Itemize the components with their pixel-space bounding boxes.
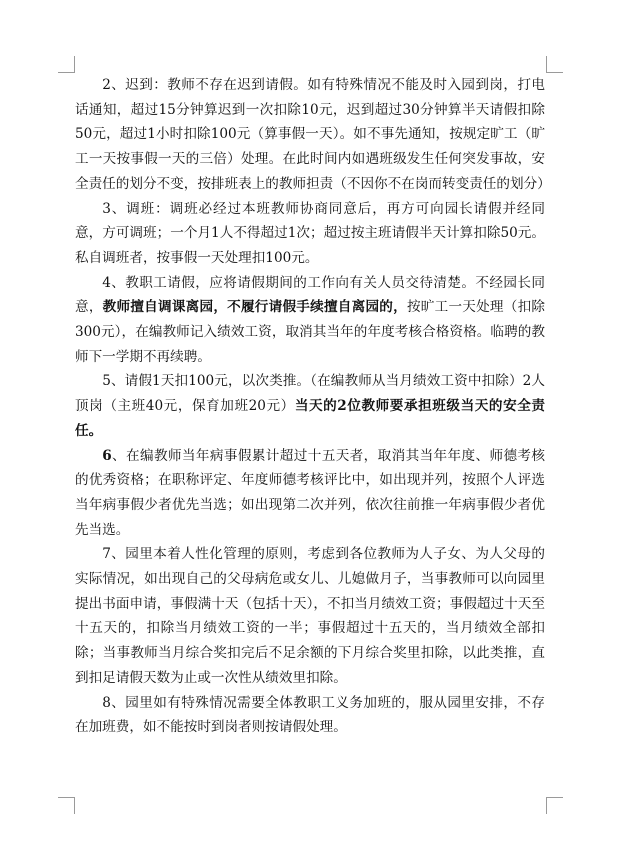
paragraph-leave-request bbox=[75, 271, 545, 370]
margin-mark-bottom-right bbox=[546, 797, 563, 814]
document-body bbox=[75, 73, 551, 740]
margin-mark-top-left bbox=[58, 56, 75, 73]
paragraph-text: 3、调班：调班必经过本班教师协商同意后，再方可向园长请假并经同意，方可调班；一个月1人不得超过1次；超过按主班请假半天计算扣除50元。私自调班者，按事假一天处理扣100元。 bbox=[75, 200, 545, 266]
paragraph-text: 8、园里如有特殊情况需要全体教职工义务加班的，服从园里安排，不存在加班费，如不能按时到岗者则按请假处理。 bbox=[75, 694, 545, 736]
paragraph-text: 7、园里本着人性化管理的原则，考虑到各位教师为人子女、为人父母的实际情况，如出现自己的父母病危或女儿、儿媳做月子，当事教师可以向园里提出书面申请，事假满十天（包括十天），不扣当月绩效工资；事假超过十天至十五天的，扣除当月绩效工资的一半；事假超过十五天的，当月绩效全部扣除；当事教师当月综合奖扣完后不足余额的下月综合奖里扣除，以此类推，直到扣足请假天数为止或一次性从绩效里扣除。 bbox=[75, 546, 545, 686]
paragraph-leave-deduction bbox=[75, 369, 545, 443]
paragraph-shift-swap bbox=[75, 197, 545, 271]
paragraph-text: 4、教职工请假，应将请假期间的工作向有关人员交待清楚。不经园长同意， bbox=[75, 274, 545, 316]
paragraph-bold-text: 教师擅自调课离园，不履行请假手续擅自离园的， bbox=[102, 299, 407, 316]
paragraph-text: 2、迟到：教师不存在迟到请假。如有特殊情况不能及时入园到岗，打电话通知，超过15分钟算迟到一次扣除10元，迟到超过30分钟算半天请假扣除50元，超过1小时扣除100元（算事假一天）。如不事先通知，按规定旷工（旷工一天按事假一天的三倍）处理。在此时间内如遇班级发生任何突发事故，安全责任的划分不变，按排班表上的教师担责（不因你不在岗而转变责任的划分） bbox=[75, 77, 551, 192]
margin-mark-bottom-left bbox=[58, 797, 75, 814]
paragraph-bold-text: 当天的2位教师要承担班级当天的安全责任。 bbox=[75, 398, 545, 439]
paragraph-family-leave bbox=[75, 542, 545, 690]
paragraph-overtime bbox=[75, 691, 545, 740]
paragraph-text: 按旷工一天处理（扣除300元），在编教师记入绩效工资，取消其当年的年度考核合格资格。临聘的教师下一学期不再续聘。 bbox=[75, 299, 546, 365]
paragraph-late-arrival bbox=[75, 73, 551, 197]
paragraph-sick-leave bbox=[75, 444, 545, 543]
paragraph-number-bold: 6 bbox=[102, 447, 112, 464]
paragraph-text: 5、请假1天扣100元，以次类推。（在编教师从当月绩效工资中扣除）2人顶岗（主班40元，保育加班20元） bbox=[75, 373, 545, 415]
paragraph-text: 、在编教师当年病事假累计超过十五天者，取消其当年年度、师德考核的优秀资格；在职称评定、年度师德考核评比中，如出现并列，按照个人评选当年病事假少者优先当选；如出现第二次并列，依次往前推一年病事假少者优先当选。 bbox=[75, 447, 545, 538]
margin-mark-top-right bbox=[546, 56, 563, 73]
